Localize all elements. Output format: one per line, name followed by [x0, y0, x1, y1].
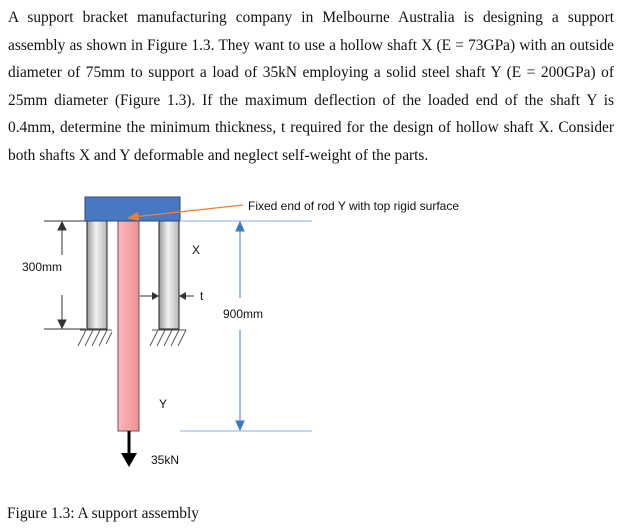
label-thickness-t: t [200, 289, 204, 303]
dimension-300mm [44, 221, 86, 329]
shaft-x-right-wall [159, 221, 179, 329]
rod-y [118, 220, 139, 431]
annotation-label: Fixed end of rod Y with top rigid surface [248, 199, 460, 213]
label-shaft-x: X [192, 243, 201, 257]
thickness-arrow-right-head [179, 292, 186, 300]
ground-hatch-left [78, 330, 112, 346]
figure-caption: Figure 1.3: A support assembly [7, 505, 199, 522]
label-300mm: 300mm [22, 260, 63, 274]
shaft-x-left-wall [87, 221, 107, 329]
ground-hatch-right [150, 330, 186, 346]
load-arrow-head [121, 453, 137, 467]
label-900mm: 900mm [223, 307, 264, 321]
label-load-35kN: 35kN [151, 453, 180, 467]
label-rod-y: Y [159, 397, 168, 411]
thickness-arrow-left-head [152, 292, 159, 300]
problem-statement: A support bracket manufacturing company in Melbourne Australia is designing a support assembly as shown in Figure 1.3. They want to use a hollow shaft X (E = 73GPa) with an outside diameter of 75mm to support a load of 35kN employing a solid steel shaft Y (E = 200GPa) of 25mm diameter (Figure 1.3). If the maximum deflection of the loaded end of the shaft Y is 0.4mm, determine the minimum thickness, t required for the design of hollow shaft X. Consider both shafts X and Y deformable and neglect self-weight of the parts. [8, 9, 614, 164]
